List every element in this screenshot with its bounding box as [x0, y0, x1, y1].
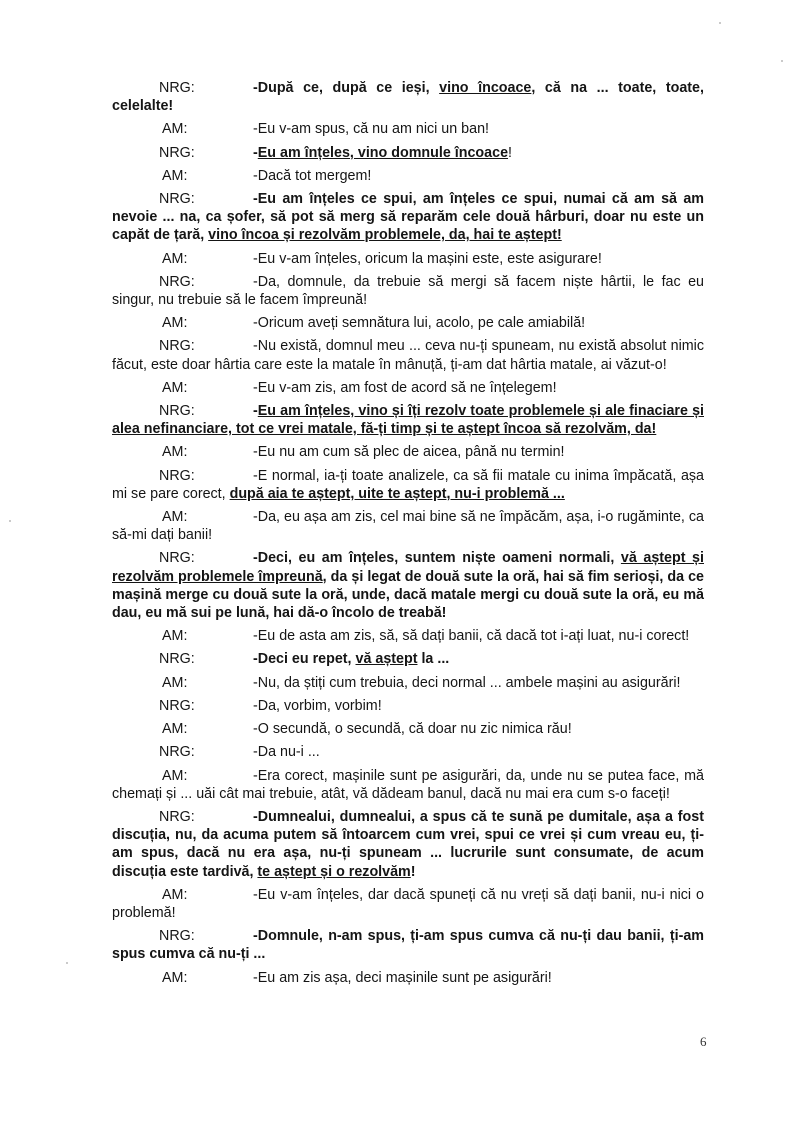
utterance-text: -Dumnealui, dumnealui, a spus că te sună pe dumitale, așa a fost discuția, nu, da acuma putem să întoarcem cum vrei, spui ce vrei și cum vreau eu, ți-am spus, dacă nu era așa, nu-ți spuneam ... lucrurile sunt consumate, de acum discuția este tardivă, [112, 808, 704, 880]
speaker-label: AM: [162, 121, 188, 138]
speaker-label: AM: [162, 509, 188, 526]
dialogue-turn [112, 808, 704, 881]
dialogue-turn [112, 314, 704, 332]
dialogue-turn [112, 443, 704, 461]
speaker-label: NRG: [159, 467, 195, 484]
speaker-label: NRG: [159, 651, 195, 668]
dialogue-turn [112, 697, 704, 715]
dialogue-turn [112, 508, 704, 544]
speaker-label: AM: [162, 444, 188, 461]
utterance-text: -Da, domnule, da trebuie să mergi să facem niște hârtii, le fac eu singur, nu trebuie să le facem împreună! [112, 273, 704, 309]
speaker-label: AM: [162, 250, 188, 267]
underlined-utterance: Eu am înțeles, vino și îți rezolv toate problemele și ale finaciare și alea nefinanciare, tot ce vrei matale, fă-ți timp și te aștept încoa să rezolvăm, da! [112, 403, 704, 438]
utterance-text: -Era corect, mașinile sunt pe asigurări, da, unde nu se putea face, mă chemați și ... uăi cât mai trebuie, atât, vă dădeam banul, dacă nu mai era cum s-o faceți! [112, 767, 704, 802]
underlined-utterance: Eu am înțeles, vino domnule încoace [257, 144, 509, 161]
speaker-label: AM: [162, 721, 188, 738]
utterance-text: la ... [417, 651, 450, 668]
utterance-text: -Dacă tot mergem! [253, 167, 372, 184]
utterance-text: -Eu nu am cum să plec de aicea, până nu termin! [253, 444, 565, 461]
utterance-text: -Oricum aveți semnătura lui, acolo, pe cale amiabilă! [253, 315, 586, 332]
underlined-utterance: după aia te aștept, uite te aștept, nu-i problemă ... [229, 485, 565, 502]
utterance-text: -Da, eu așa am zis, cel mai bine să ne împăcăm, așa, i-o rugăminte, ca să-mi dați banii! [112, 509, 704, 544]
speaker-label: NRG: [159, 403, 195, 420]
utterance-text: ! [410, 863, 416, 880]
utterance-text: -Nu, da știți cum trebuia, deci normal ... ambele mașini au asigurări! [253, 674, 681, 691]
speaker-label: NRG: [159, 338, 195, 355]
scan-speck [9, 520, 11, 522]
speaker-label: AM: [162, 379, 188, 396]
dialogue-turn [112, 886, 704, 922]
underlined-utterance: vino încoace [439, 80, 532, 96]
utterance-text: -Eu am înțeles ce spui, am înțeles ce spui, numai că am să am nevoie ... na, ca șofer, să pot să merg să reparăm cele două hârburi, doar nu este un capăt de țară, [112, 191, 704, 244]
utterance-text: -Eu v-am spus, că nu am nici un ban! [253, 121, 490, 138]
utterance-text: - [253, 144, 258, 161]
utterance-text: -Eu v-am înțeles, dar dacă spuneți că nu vreți să dați banii, nu-i nici o problemă! [112, 886, 704, 921]
speaker-label: NRG: [159, 80, 195, 96]
dialogue-turn [112, 927, 704, 963]
utterance-text: -Da nu-i ... [253, 744, 320, 761]
dialogue-turn [112, 402, 704, 438]
utterance-text: -Eu de asta am zis, să, să dați banii, că dacă tot i-ați luat, nu-i corect! [253, 628, 690, 645]
speaker-label: NRG: [159, 928, 195, 945]
utterance-text: , da și legat de două sute la oră, hai să fim serioși, da ce mașină merge cu două sute la oră, unde, dacă matale mergi cu două sute la oră, eu mă dau, eu mă sui pe lună, hai dă-o încolo de treabă! [112, 568, 705, 622]
dialogue-turn [112, 250, 704, 268]
utterance-text: -E normal, ia-ți toate analizele, ca să fii matale cu inima împăcată, așa mi se pare corect, [112, 467, 704, 502]
dialogue-turn [112, 337, 704, 373]
utterance-text: -Eu am zis așa, deci mașinile sunt pe asigurări! [253, 969, 552, 986]
dialogue-turn [112, 627, 704, 645]
scan-speck [66, 962, 68, 964]
dialogue-turn [112, 767, 704, 803]
underlined-utterance: vino încoa și rezolvăm problemele, da, hai te aștept! [208, 227, 562, 244]
underlined-utterance: vă aștept [355, 651, 418, 668]
dialogue-turn [112, 969, 704, 987]
speaker-label: AM: [162, 767, 188, 784]
speaker-label: NRG: [159, 744, 195, 761]
dialogue-turn [112, 144, 704, 162]
dialogue-turn [112, 720, 704, 738]
utterance-text: -Da, vorbim, vorbim! [253, 697, 382, 714]
speaker-label: NRG: [159, 273, 195, 290]
dialogue-turn [112, 79, 704, 115]
underlined-utterance: te aștept și o rezolvăm [257, 863, 411, 880]
dialogue-turn [112, 549, 704, 622]
speaker-label: AM: [162, 628, 188, 645]
utterance-text: -După ce, după ce ieși, [253, 80, 440, 96]
dialogue-turn [112, 120, 704, 138]
dialogue-turn [112, 379, 704, 397]
dialogue-turn [112, 190, 704, 245]
dialogue-turn [112, 273, 704, 309]
speaker-label: NRG: [159, 191, 195, 208]
utterance-text: ! [508, 144, 513, 161]
speaker-label: NRG: [159, 144, 195, 161]
utterance-text: -Eu v-am zis, am fost de acord să ne înțelegem! [253, 379, 557, 396]
scan-speck [719, 22, 721, 24]
speaker-label: AM: [162, 674, 188, 691]
dialogue-turn [112, 743, 704, 761]
speaker-label: NRG: [159, 550, 195, 567]
utterance-text: -Nu există, domnul meu ... ceva nu-ți spuneam, nu există absolut nimic făcut, este doar hârtia care este la matale în mânuță, ți-am dat hârtia matale, ai văzut-o! [112, 338, 704, 373]
utterance-text: - [253, 403, 258, 420]
speaker-label: AM: [162, 886, 188, 903]
utterance-text: , că na ... toate, toate, celelalte! [112, 80, 704, 115]
utterance-text: -Deci, eu am înțeles, suntem niște oameni normali, [253, 550, 621, 567]
scan-speck [781, 60, 783, 62]
dialogue-turn [112, 650, 704, 668]
utterance-text: -Domnule, n-am spus, ți-am spus cumva că nu-ți dau banii, ți-am spus cumva că nu-ți ... [112, 928, 704, 963]
utterance-text: -Deci eu repet, [253, 651, 356, 668]
speaker-label: NRG: [159, 808, 195, 825]
utterance-text: -O secundă, o secundă, că doar nu zic nimica rău! [253, 721, 572, 738]
speaker-label: NRG: [159, 697, 195, 714]
transcript [112, 79, 704, 987]
speaker-label: AM: [162, 167, 188, 184]
speaker-label: AM: [162, 315, 188, 332]
utterance-text: -Eu v-am înțeles, oricum la mașini este, este asigurare! [253, 250, 602, 267]
underlined-utterance: vă aștept și rezolvăm problemele împreună [112, 550, 704, 585]
dialogue-turn [112, 674, 704, 692]
dialogue-turn [112, 167, 704, 185]
dialogue-turn [112, 467, 704, 503]
speaker-label: AM: [162, 969, 188, 986]
page-number: 6 [700, 1034, 707, 1049]
